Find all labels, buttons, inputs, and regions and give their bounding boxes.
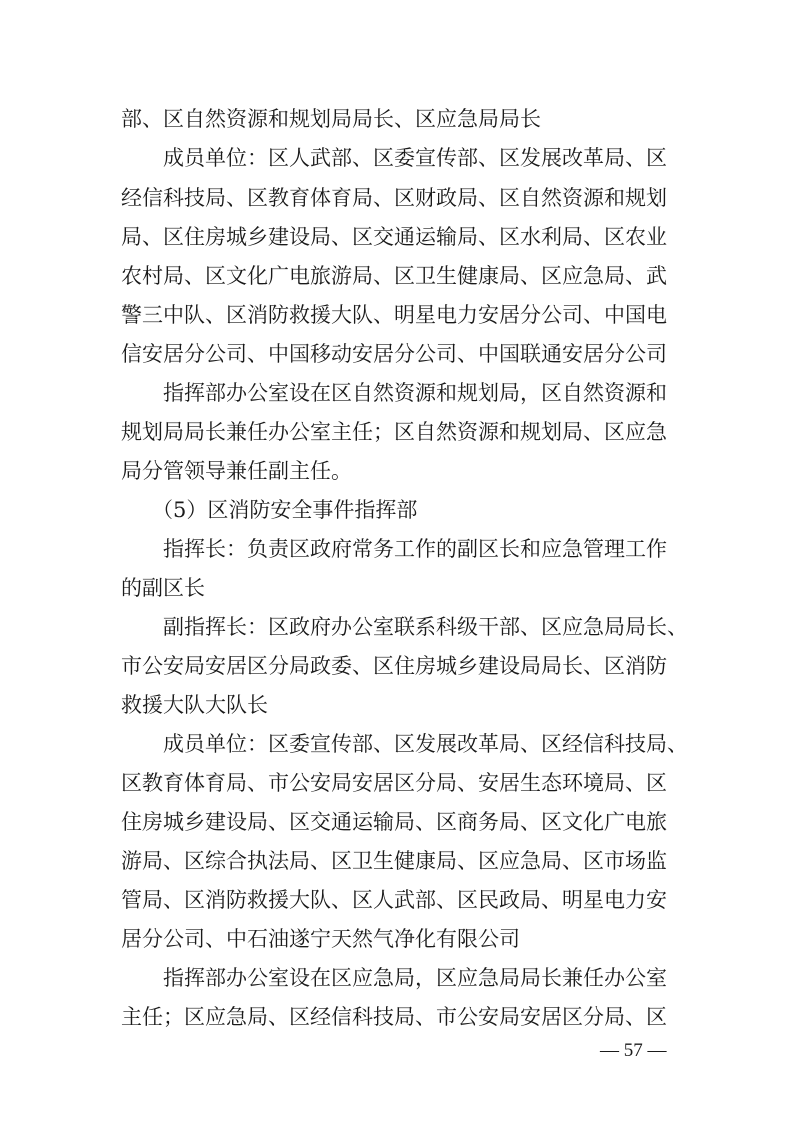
text-line: 指挥长：负责区政府常务工作的副区长和应急管理工作 — [163, 537, 667, 561]
text-line: 主任；区应急局、区经信科技局、市公安局安居区分局、区 — [121, 1005, 667, 1029]
text-line: 指挥部办公室设在区自然资源和规划局，区自然资源和 — [163, 381, 667, 405]
text-line: 规划局局长兼任办公室主任；区自然资源和规划局、区应急 — [121, 420, 667, 444]
text-line: 游局、区综合执法局、区卫生健康局、区应急局、区市场监 — [121, 849, 667, 873]
text-line: 部、区自然资源和规划局局长、区应急局局长 — [121, 107, 541, 131]
text-line: 居分公司、中石油遂宁天然气净化有限公司 — [121, 927, 520, 951]
text-line: 管局、区消防救援大队、区人武部、区民政局、明星电力安 — [121, 888, 667, 912]
text-line: 成员单位：区委宣传部、区发展改革局、区经信科技局、 — [163, 732, 688, 756]
text-line: 成员单位：区人武部、区委宣传部、区发展改革局、区 — [163, 146, 667, 170]
text-line: 信安居分公司、中国移动安居分公司、中国联通安居分公司 — [121, 342, 667, 366]
text-line: 的副区长 — [121, 576, 205, 600]
text-line: 住房城乡建设局、区交通运输局、区商务局、区文化广电旅 — [121, 810, 667, 834]
text-line: 市公安局安居区分局政委、区住房城乡建设局局长、区消防 — [121, 654, 667, 678]
text-line: 经信科技局、区教育体育局、区财政局、区自然资源和规划 — [121, 186, 667, 210]
text-line: 警三中队、区消防救援大队、明星电力安居分公司、中国电 — [121, 303, 667, 327]
text-line: 救援大队大队长 — [121, 693, 268, 717]
text-line: 区教育体育局、市公安局安居区分局、安居生态环境局、区 — [121, 771, 667, 795]
text-line: 局、区住房城乡建设局、区交通运输局、区水利局、区农业 — [121, 225, 667, 249]
text-line: 局分管领导兼任副主任。 — [121, 459, 352, 483]
page-number: — 57 — — [600, 1040, 667, 1061]
text-line: 副指挥长：区政府办公室联系科级干部、区应急局局长、 — [163, 615, 688, 639]
section-heading: （5）区消防安全事件指挥部 — [152, 498, 418, 522]
text-line: 指挥部办公室设在区应急局，区应急局局长兼任办公室 — [163, 966, 667, 990]
text-line: 农村局、区文化广电旅游局、区卫生健康局、区应急局、武 — [121, 264, 667, 288]
